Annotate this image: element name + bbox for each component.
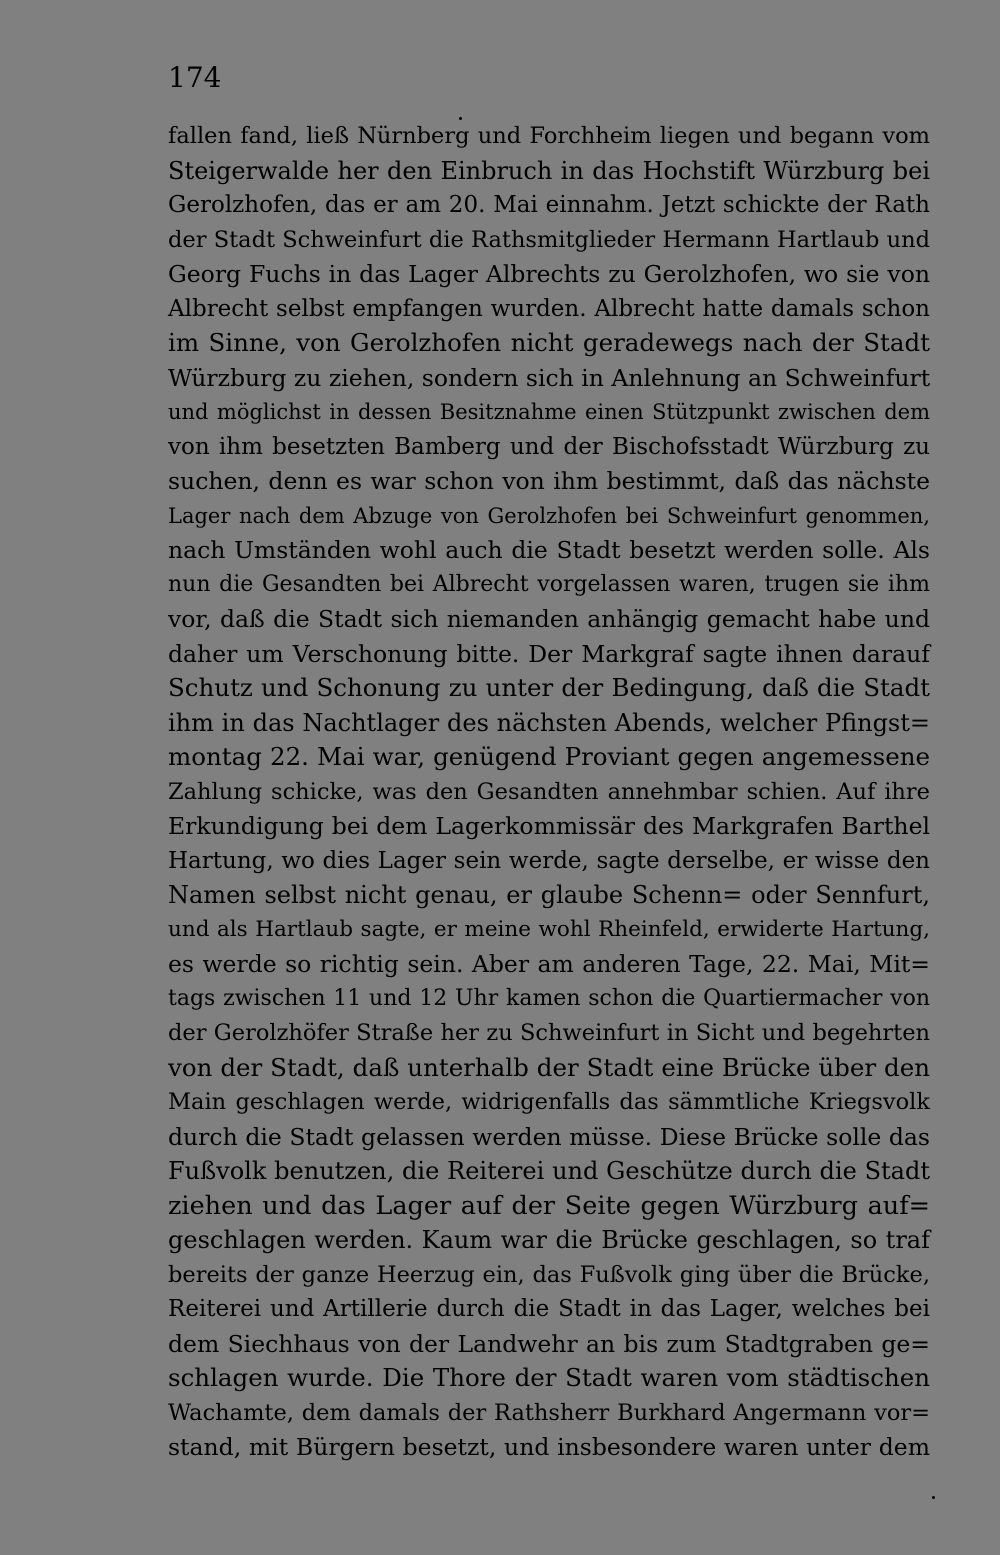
text-line: es werde so richtig sein. Aber am anderen Tage, 22. Mai, Mit= bbox=[168, 950, 930, 978]
text-line: schlagen wurde. Die Thore der Stadt waren vom städtischen bbox=[168, 1363, 930, 1392]
page-number: 174 bbox=[168, 61, 222, 94]
text-line: bereits der ganze Heerzug ein, das Fußvolk ging über die Brücke, bbox=[168, 1261, 930, 1288]
text-line: Namen selbst nicht genau, er glaube Schenn= oder Sennfurt, bbox=[168, 881, 930, 909]
text-line: montag 22. Mai war, genügend Proviant gegen angemessene bbox=[168, 742, 930, 771]
text-line: nun die Gesandten bei Albrecht vorgelassen waren, trugen sie ihm bbox=[168, 571, 930, 597]
text-line: Reiterei und Artillerie durch die Stadt in das Lager, welches bei bbox=[168, 1296, 930, 1322]
body-text bbox=[168, 119, 930, 1465]
text-line: nach Umständen wohl auch die Stadt besetzt werden solle. Als bbox=[168, 536, 930, 564]
text-line: ziehen und das Lager auf der Seite gegen Würzburg auf= bbox=[168, 1190, 930, 1221]
text-line: der Gerolzhöfer Straße her zu Schweinfurt in Sicht und begehrten bbox=[168, 1020, 930, 1046]
text-line: Lager nach dem Abzuge von Gerolzhofen bei Schweinfurt genommen, bbox=[168, 503, 930, 528]
text-line: durch die Stadt gelassen werden müsse. Diese Brücke solle das bbox=[168, 1122, 930, 1151]
text-line: Wachamte, dem damals der Rathsherr Burkhard Angermann vor= bbox=[168, 1399, 930, 1426]
text-line: im Sinne, von Gerolzhofen nicht geradewegs nach der Stadt bbox=[168, 328, 930, 357]
text-line: und als Hartlaub sagte, er meine wohl Rheinfeld, erwiderte Hartung, bbox=[168, 916, 930, 942]
text-line: Gerolzhofen, das er am 20. Mai einnahm. Jetzt schickte der Rath bbox=[168, 192, 930, 218]
text-line: vor, daß die Stadt sich niemanden anhängig gemacht habe und bbox=[168, 605, 930, 633]
text-line: der Stadt Schweinfurt die Rathsmitglieder Hermann Hartlaub und bbox=[168, 226, 930, 253]
text-line: und möglichst in dessen Besitznahme einen Stützpunkt zwischen dem bbox=[168, 400, 930, 424]
text-line: fallen fand, ließ Nürnberg und Forchheim liegen und begann vom bbox=[168, 123, 930, 149]
text-line: von der Stadt, daß unterhalb der Stadt eine Brücke über den bbox=[168, 1052, 930, 1082]
text-line: daher um Verschonung bitte. Der Markgraf sagte ihnen darauf bbox=[168, 639, 930, 668]
text-line: Hartung, wo dies Lager sein werde, sagte derselbe, er wisse den bbox=[168, 847, 930, 874]
text-line: Schutz und Schonung zu unter der Bedingung, daß die Stadt bbox=[168, 673, 930, 702]
text-line: geschlagen werden. Kaum war die Brücke geschlagen, so traf bbox=[168, 1226, 930, 1254]
text-line: Albrecht selbst empfangen wurden. Albrecht hatte damals schon bbox=[168, 295, 930, 322]
text-line: Georg Fuchs in das Lager Albrechts zu Gerolzhofen, wo sie von bbox=[168, 260, 930, 288]
text-line: stand, mit Bürgern besetzt, und insbesondere waren unter dem bbox=[168, 1433, 930, 1461]
text-line: Zahlung schicke, was den Gesandten annehmbar schien. Auf ihre bbox=[168, 778, 930, 805]
text-line: dem Siechhaus von der Landwehr an bis zum Stadtgraben ge= bbox=[168, 1329, 930, 1358]
text-line: Main geschlagen werde, widrigenfalls das sämmtliche Kriegsvolk bbox=[168, 1089, 930, 1115]
scan-speck bbox=[932, 1496, 935, 1499]
text-line: von ihm besetzten Bamberg und der Bischofsstadt Würzburg zu bbox=[168, 433, 930, 460]
text-line: ihm in das Nachtlager des nächsten Abends, welcher Pfingst= bbox=[168, 708, 930, 737]
text-line: Steigerwalde her den Einbruch in das Hochstift Würzburg bei bbox=[168, 156, 930, 185]
text-line: Fußvolk benutzen, die Reiterei und Geschütze durch die Stadt bbox=[168, 1157, 930, 1185]
text-line: tags zwischen 11 und 12 Uhr kamen schon die Quartiermacher von bbox=[168, 985, 930, 1011]
text-line: suchen, denn es war schon von ihm bestimmt, daß das nächste bbox=[168, 467, 930, 495]
text-line: Erkundigung bei dem Lagerkommissär des Markgrafen Barthel bbox=[168, 812, 930, 840]
scan-speck bbox=[459, 117, 462, 120]
text-line: Würzburg zu ziehen, sondern sich in Anlehnung an Schweinfurt bbox=[168, 363, 931, 392]
